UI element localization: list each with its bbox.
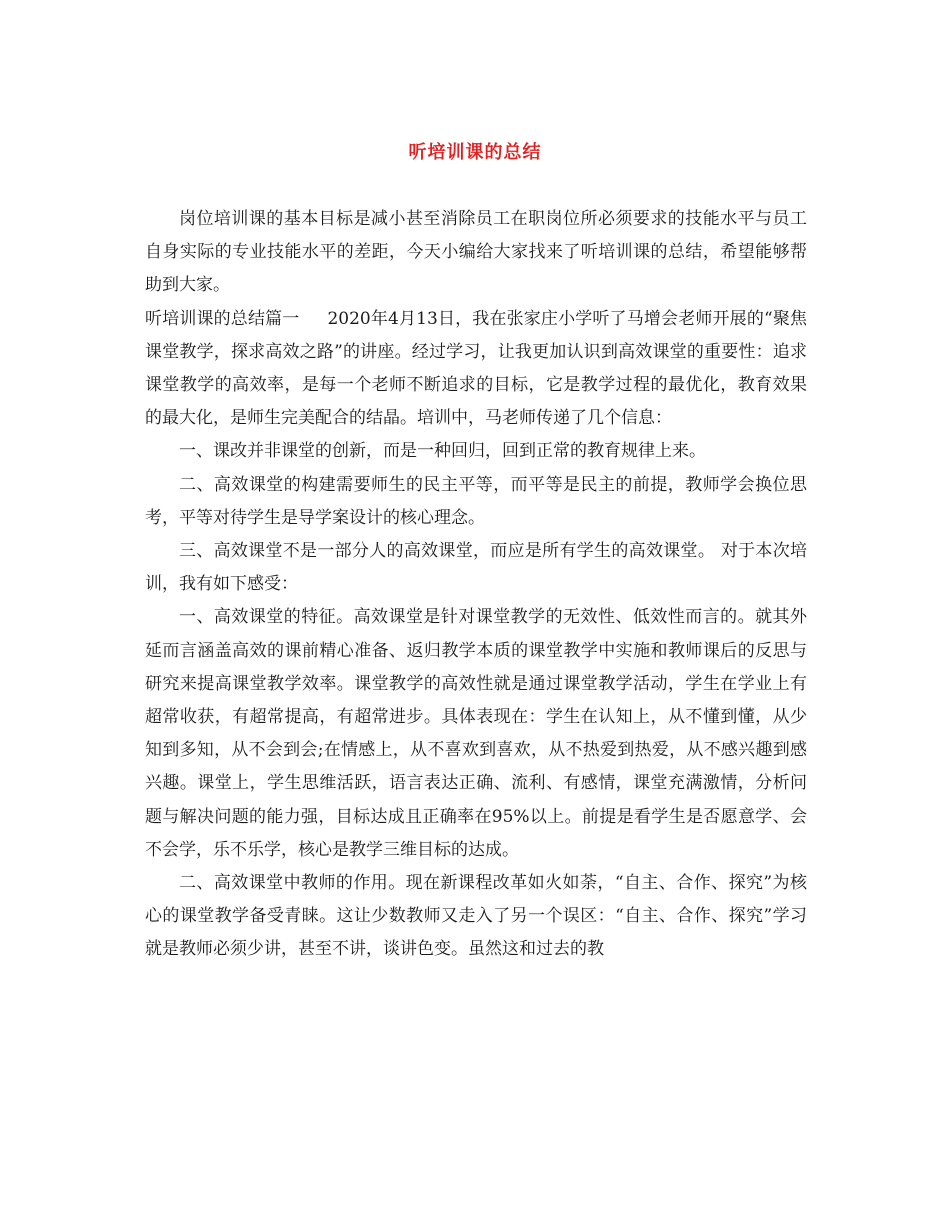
section-paragraph [145, 303, 807, 436]
intro-paragraph: 岗位培训课的基本目标是减小甚至消除员工在职岗位所必须要求的技能水平与员工自身实际的专业技能水平的差距，今天小编给大家找来了听培训课的总结，希望能够帮助到大家。 [145, 209, 807, 296]
point-2-paragraph: 二、高效课堂的构建需要师生的民主平等，而平等是民主的前提，教师学会换位思考，平等对待学生是导学案设计的核心理念。 [145, 474, 807, 528]
feeling-2-paragraph: 二、高效课堂中教师的作用。现在新课程改革如火如荼，“自主、合作、探究”为核心的课堂教学备受青睐。这让少数教师又走入了另一个误区：“自主、合作、探究”学习就是教师必须少讲，甚至不讲，谈讲色变。虽然这和过去的教 [145, 873, 807, 960]
document-body [145, 203, 807, 967]
feeling-1-paragraph: 一、高效课堂的特征。高效课堂是针对课堂教学的无效性、低效性而言的。就其外延而言涵盖高效的课前精心准备、返归教学本质的课堂教学中实施和教师课后的反思与研究来提高课堂教学效率。课堂教学的高效性就是通过课堂教学活动，学生在学业上有超常收获，有超常提高，有超常进步。具体表现在：学生在认知上，从不懂到懂，从少知到多知，从不会到会;在情感上，从不喜欢到喜欢，从不热爱到热爱，从不感兴趣到感兴趣。课堂上，学生思维活跃，语言表达正确、流利、有感情，课堂充满激情，分析问题与解决问题的能力强，目标达成且正确率在95%以上。前提是看学生是否愿意学、会不会学，乐不乐学，核心是教学三维目标的达成。 [145, 607, 807, 860]
point-1-paragraph: 一、课改并非课堂的创新，而是一种回归，回到正常的教育规律上来。 [179, 441, 706, 462]
section-label: 听培训课的总结篇一 [145, 308, 300, 329]
point-3-paragraph: 三、高效课堂不是一部分人的高效课堂，而应是所有学生的高效课堂。 对于本次培训，我有如下感受： [145, 541, 807, 595]
section-text: 2020年4月13日，我在张家庄小学听了马增会老师开展的“聚焦课堂教学，探求高效之路”的讲座。经过学习，让我更加认识到高效课堂的重要性：追求课堂教学的高效率，是每一个老师不断追求的目标，它是教学过程的最优化，教育效果的最大化，是师生完美配合的结晶。培训中，马老师传递了几个信息： [145, 308, 808, 429]
document-title: 听培训课的总结 [408, 142, 542, 163]
